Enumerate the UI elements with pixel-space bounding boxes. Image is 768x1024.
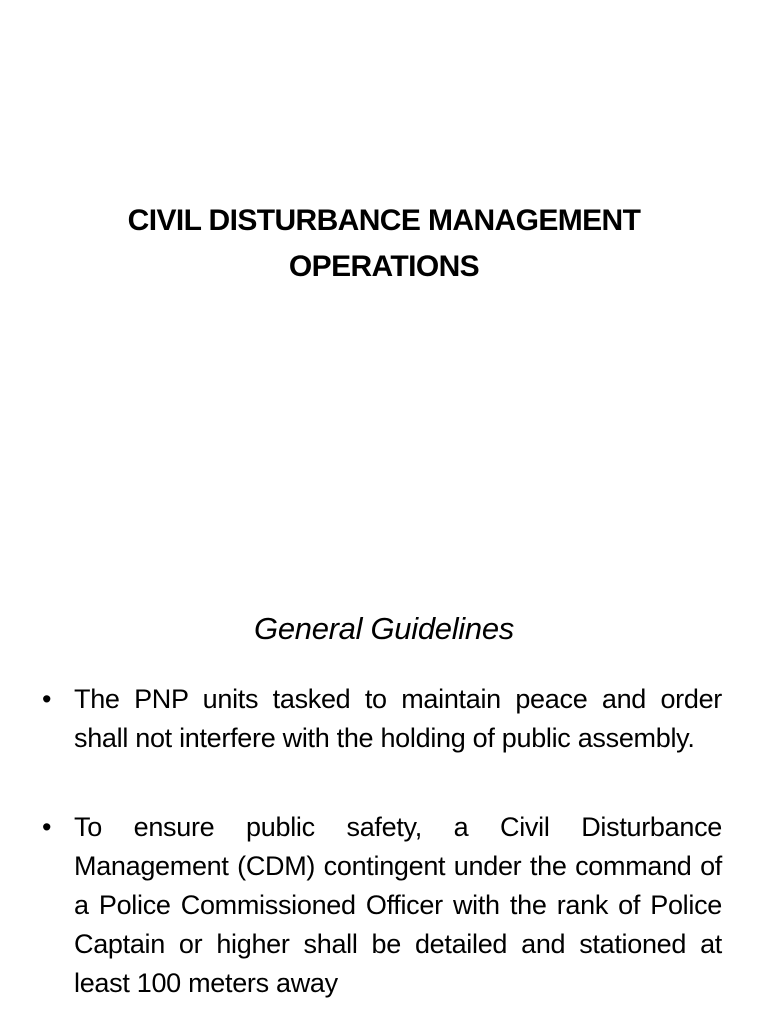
bullet-icon: •: [42, 684, 52, 714]
slide-title: [60, 198, 708, 290]
section-heading: General Guidelines: [254, 611, 514, 646]
bullet-text: The PNP units tasked to maintain peace and order shall not interfere with the holding of public assembly.: [74, 684, 722, 753]
bullet-item: [42, 808, 722, 1003]
bullet-item: [42, 680, 722, 758]
bullet-text: To ensure public safety, a Civil Disturbance Management (CDM) contingent under the command of a Police Commissioned Officer with the rank of Police Captain or higher shall be detailed and stationed at least 100 meters away: [74, 812, 722, 998]
slide-title-line-2: OPERATIONS: [288, 250, 480, 283]
bullet-list: [42, 680, 722, 1024]
slide-title-line-1: CIVIL DISTURBANCE MANAGEMENT: [127, 204, 641, 237]
bullet-icon: •: [42, 812, 52, 842]
